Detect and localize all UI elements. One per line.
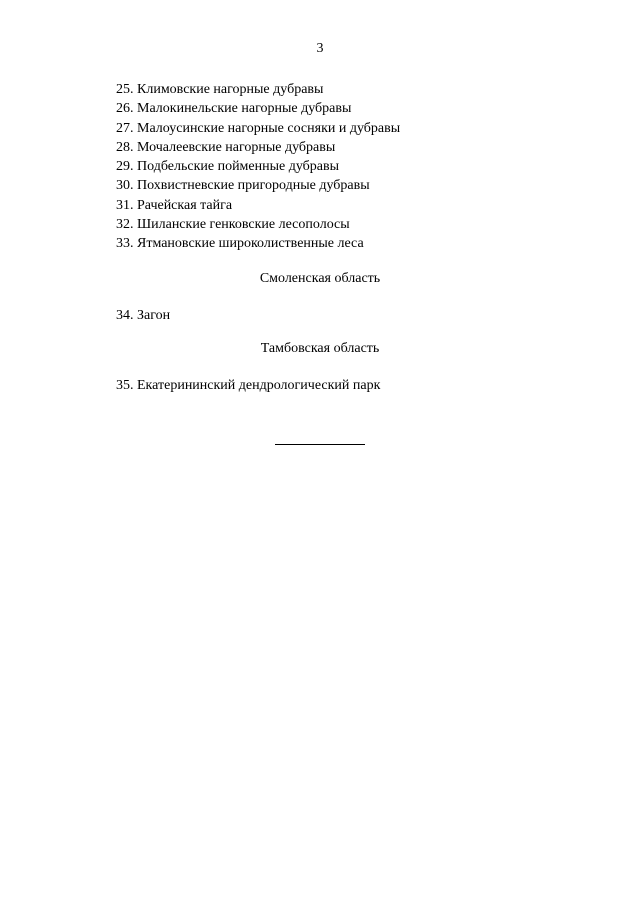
list-item: 35. Екатерининский дендрологический парк bbox=[116, 378, 381, 393]
page-number: 3 bbox=[316, 41, 324, 56]
reserve-list bbox=[116, 80, 400, 253]
list-item: 32. Шиланские генковские лесополосы bbox=[116, 216, 350, 232]
region-heading-tambov: Тамбовская область bbox=[260, 341, 380, 356]
list-item: 30. Похвистневские пригородные дубравы bbox=[116, 178, 370, 194]
list-item: 27. Малоусинские нагорные сосняки и дубравы bbox=[116, 120, 401, 136]
end-of-list-rule bbox=[275, 444, 365, 445]
list-item: 34. Загон bbox=[116, 308, 171, 323]
list-item: 31. Рачейская тайга bbox=[116, 197, 233, 213]
region-heading-smolensk: Смоленская область bbox=[259, 271, 381, 286]
list-item: 28. Мочалеевские нагорные дубравы bbox=[116, 139, 336, 155]
reserve-list-tambov bbox=[116, 376, 380, 395]
list-item: 26. Малокинельские нагорные дубравы bbox=[116, 101, 352, 117]
list-item: 25. Климовские нагорные дубравы bbox=[116, 82, 324, 97]
reserve-list-smolensk bbox=[116, 306, 170, 325]
list-item: 29. Подбельские пойменные дубравы bbox=[116, 159, 340, 174]
list-item: 33. Ятмановские широколиственные леса bbox=[116, 236, 364, 251]
